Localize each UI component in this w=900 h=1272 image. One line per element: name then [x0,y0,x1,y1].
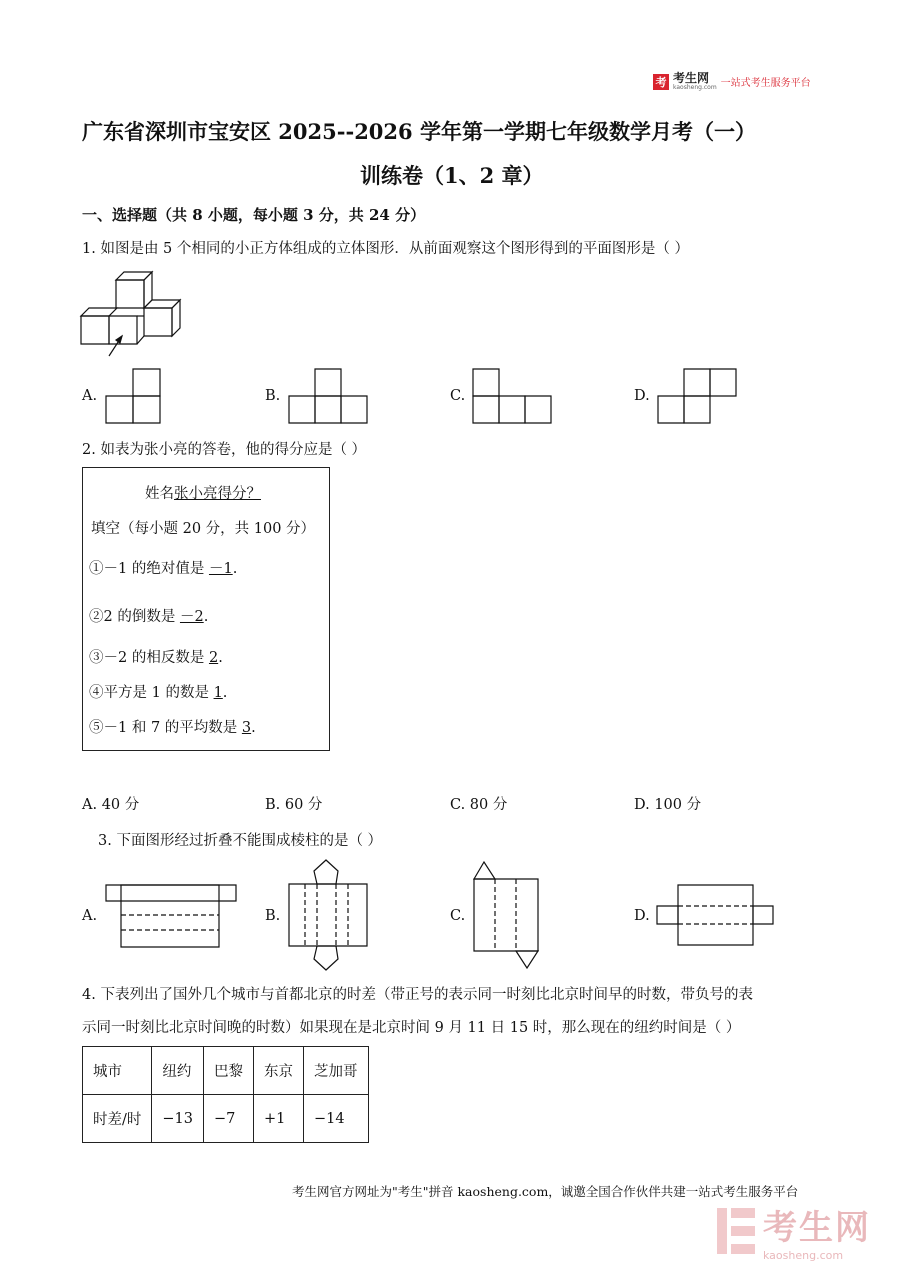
card-item-2: ②2 的倒数是 －2. [89,609,209,625]
q4-time-difference-table [82,1046,369,1143]
watermark-logo-icon [715,1206,757,1256]
q1-stem: 1. 如图是由 5 个相同的小正方体组成的立体图形．从前面观察这个图形得到的平面图形是（ ） [82,241,689,257]
q2-answer-card [82,467,330,751]
watermark-text-block [763,1200,871,1262]
logo-mark-icon: 考 [653,74,669,90]
card-item-4: ④平方是 1 的数是 1. [89,685,228,701]
card-item-5: ⑤－1 和 7 的平均数是 3. [89,720,256,736]
page-title-line1: 广东省深圳市宝安区 2025--2026 学年第一学期七年级数学月考（一） [82,119,756,144]
table-row [83,1095,369,1143]
q3-option-d-net [655,883,775,947]
card-item-1: ①－1 的绝对值是 －1. [89,561,238,577]
q2-option-b: B. 60 分 [265,797,323,813]
q3-option-c-net [471,859,541,971]
q4-stem-line1: 4. 下表列出了国外几个城市与首都北京的时差（带正号的表示同一时刻比北京时间早的时数，带负号的表 [82,987,753,1003]
watermark [715,1200,871,1262]
card-name-prefix: 姓名 [145,486,174,502]
q1-option-b-label: B. [265,388,281,404]
card-answer-5: 3 [241,720,252,736]
table-cell: −7 [204,1095,254,1143]
q2-option-c: C. 80 分 [450,797,508,813]
header-logo [653,72,811,91]
logo-domain: kaosheng.com [673,84,717,91]
q1-option-a-figure [104,368,162,424]
q1-option-d-label: D. [634,388,650,404]
card-score-label: 得分 [217,486,247,502]
table-header-cell: 芝加哥 [304,1047,369,1095]
q1-option-b-figure [287,368,371,424]
q1-cube-figure [78,270,188,358]
table-cell: −14 [304,1095,369,1143]
card-answer-2: －2 [179,609,204,625]
q1-option-c-label: C. [450,388,466,404]
table-row [83,1047,369,1095]
watermark-domain: kaosheng.com [763,1249,844,1262]
page-title-line2: 训练卷（1、2 章） [360,163,544,188]
q1-option-c-figure [471,368,555,424]
q2-option-d: D. 100 分 [634,797,702,813]
logo-name: 考生网 [673,71,710,85]
table-header-cell: 东京 [254,1047,304,1095]
q3-option-b-label: B. [265,908,281,924]
q2-stem: 2. 如表为张小亮的答卷，他的得分应是（ ） [82,442,367,458]
card-answer-4: 1 [213,685,223,701]
table-header-cell: 纽约 [152,1047,204,1095]
card-student-name: 张小亮 [174,486,218,502]
q3-option-a-label: A. [82,908,98,924]
footer-text: 考生网官方网址为"考生"拼音 kaosheng.com，诚邀全国合作伙伴共建一站式考生服务平台 [292,1184,799,1199]
q3-option-b-net [286,857,370,973]
card-name-row [145,484,261,504]
table-header-cell: 城市 [83,1047,152,1095]
q3-stem: 3. 下面图形经过折叠不能围成棱柱的是（ ） [98,833,383,849]
q4-stem-line2: 示同一时刻比北京时间晚的时数）如果现在是北京时间 9 月 11 日 15 时，那么现在的纽约时间是（ ） [82,1020,741,1036]
q3-option-d-label: D. [634,908,650,924]
q2-option-a: A. 40 分 [82,797,140,813]
card-answer-3: 2 [208,650,219,666]
table-cell: −13 [152,1095,204,1143]
table-header-cell: 巴黎 [204,1047,254,1095]
card-score-value: ？ [246,486,261,502]
card-section: 填空（每小题 20 分，共 100 分） [91,521,316,537]
logo-slogan: 一站式考生服务平台 [720,78,811,89]
table-cell: 时差/时 [83,1095,152,1143]
section-heading: 一、选择题（共 8 小题，每小题 3 分，共 24 分） [82,206,426,224]
card-answer-1: －1 [208,561,233,577]
q3-option-c-label: C. [450,908,466,924]
logo-text-block [673,72,717,91]
q1-option-a-label: A. [82,388,98,404]
card-item-3: ③－2 的相反数是 2. [89,650,223,666]
q3-option-a-net [104,880,238,950]
watermark-name: 考生网 [763,1208,871,1248]
table-cell: +1 [254,1095,304,1143]
q1-option-d-figure [656,368,740,424]
